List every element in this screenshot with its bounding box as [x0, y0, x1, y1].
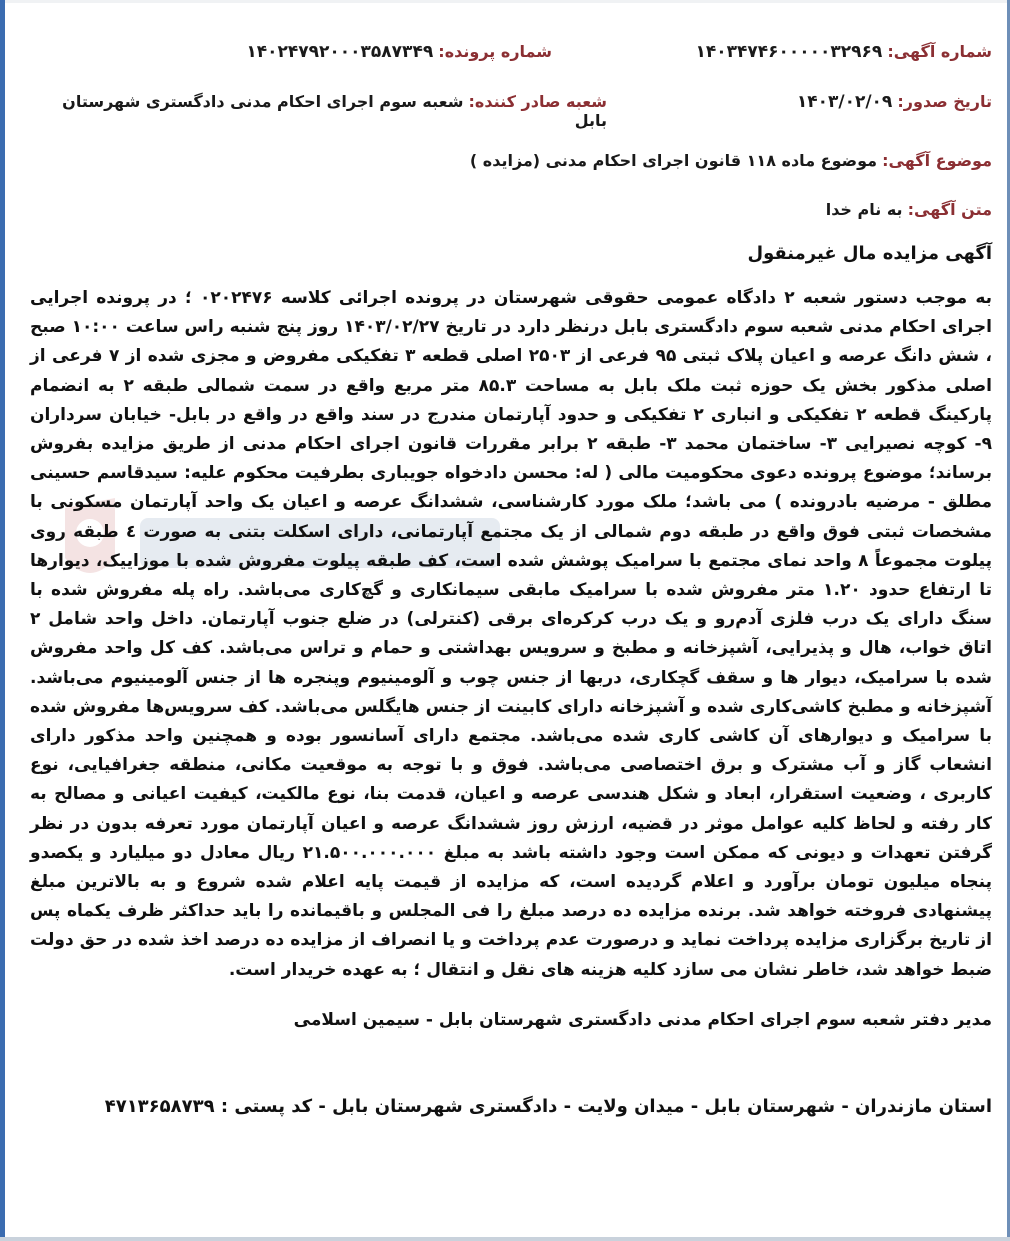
case-number-field: [246, 42, 552, 62]
subject-value: موضوع ماده ۱۱۸ قانون اجرای احکام مدنی (مزایده ): [469, 151, 878, 170]
notice-title: آگهی مزایده مال غیرمنقول: [747, 243, 992, 264]
issue-date-value: ۱۴۰۳/۰۲/۰۹: [796, 92, 893, 112]
issue-date-field: [797, 92, 992, 112]
address-line: استان مازندران - شهرستان بابل - میدان ولایت - دادگستری شهرستان بابل - کد پستی : ۴۷۱۳۶۵۸۷۳۹: [104, 1096, 992, 1117]
case-number-value: ۱۴۰۲۴۷۹۲۰۰۰۳۵۸۷۳۴۹: [246, 42, 434, 62]
ad-number-field: [695, 42, 992, 62]
subject-label: موضوع آگهی:: [882, 151, 992, 170]
case-number-label: شماره پرونده:: [438, 42, 552, 61]
notice-body: به موجب دستور شعبه ۲ دادگاه عمومی حقوقی شهرستان در پرونده اجرائی کلاسه ۰۲۰۲۴۷۶ ؛ در پرونده اجرایی اجرای احکام مدنی شعبه سوم دادگستری بابل درنظر دارد در تاریخ ۱۴۰۳/۰۲/۲۷ روز پنج شنبه راس ساعت ۱۰:۰۰ صبح ، شش دانگ عرصه و اعیان پلاک ثبتی ۹۵ فرعی از ۲۵۰۳ اصلی قطعه ۳ تفکیکی مفروض و مجزی شده از ۷ فرعی از اصلی مذکور بخش یک حوزه ثبت ملک بابل به مساحت ۸۵.۳ متر مربع واقع در سمت شمالی طبقه ۲ به انضمام پارکینگ قطعه ۲ تفکیکی و انباری ۲ تفکیکی و حدود آپارتمان مندرج در سند واقع در واقع در بابل- خیابان سرداران ۹- کوچه نصیرایی ۳- ساختمان محمد ۳- طبقه ۲ برابر مقررات قانون اجرای احکام مدنی از طریق مزایده بفروش برساند؛ موضوع پرونده دعوی محکومیت مالی ( له: محسن دادخواه جویباری بطرفیت محکوم علیه: سیدقاسم حسینی مطلق - مرضیه بادرونده ) می باشد؛ ملک مورد کارشناسی، ششدانگ عرصه و اعیان یک واحد آپارتمان مسکونی با مشخصات ثبتی فوق واقع در طبقه دوم شمالی از یک مجتمع آپارتمانی، دارای اسکلت بتنی به صورت ٤ طبقه روی پیلوت مجموعاً ۸ واحد نمای مجتمع با سرامیک پوشش شده است، کف طبقه پیلوت مفروش شده با موزاییک، دیوارها تا ارتفاع حدود ۱.۲۰ متر مفروش شده با سرامیک مابقی سیمانکاری و گچ‌کاری می‌باشد. راه پله مفروش شده با سنگ دارای یک درب فلزی آدم‌رو و یک درب کرکره‌ای برقی (کنترلی) در ضلع جنوب آپارتمان. داخل واحد شامل ۲ اتاق خواب، هال و پذیرایی، آشپزخانه و مطبخ و سرویس بهداشتی و حمام و تراس می‌باشد. کف کل واحد مفروش شده با سرامیک، دیوار ها و سقف گچکاری، دربها از جنس چوب و آلومینیوم وپنجره ها از جنس آلومینیوم می‌باشد. آشپزخانه و مطبخ کاشی‌کاری شده و آشپزخانه دارای کابینت از جنس هایگلس می‌باشد. کف سرویس‌ها مفروش شده با سرامیک و دیوارهای آن کاشی کاری شده می‌باشد. مجتمع دارای آسانسور بوده و همچنین واحد مذکور دارای انشعاب گاز و آب مشترک و برق اختصاصی می‌باشد. فوق و با توجه به موقعیت مکانی، منطقه جغرافیایی، نوع کاربری ، وضعیت استقرار، ابعاد و شکل هندسی عرصه و اعیان، قدمت بنا، نوع مالکیت، کیفیت اعیانی و مصالح به کار رفته و لحاظ کلیه عوامل موثر در قضیه، ارزش روز ششدانگ عرصه و اعیان آپارتمان مورد تعرفه بدون در نظر گرفتن تعهدات و دیونی که ممکن است وجود داشته باشد به مبلغ ۲۱.۵۰۰.۰۰۰.۰۰۰ ریال معادل دو میلیارد و یکصدو پنجاه میلیون تومان برآورد و اعلام گردیده است، که مزایده از قیمت پایه اعلام شده شروع و به بالاترین مبلغ پیشنهادی فروخته خواهد شد. برنده مزایده ده درصد مبلغ را فی المجلس و باقیمانده را باید حداکثر ظرف یکماه پس از تاریخ برگزاری مزایده پرداخت نماید و درصورت عدم پرداخت و یا انصراف از مزایده ده درصد اخذ شده در حق دولت ضبط خواهد شد، خاطر نشان می سازد کلیه هزینه های نقل و انتقال ؛ به عهده خریدار است.: [30, 288, 993, 980]
subject-row: [30, 151, 992, 170]
issue-date-label: تاریخ صدور:: [897, 92, 992, 111]
notice-document: [30, 0, 992, 1241]
text-intro: به نام خدا: [825, 200, 903, 219]
text-row: [30, 200, 992, 219]
ad-number-value: ۱۴۰۳۴۷۴۶۰۰۰۰۰۳۲۹۶۹: [695, 42, 883, 62]
issuer-label: شعبه صادر کننده:: [468, 92, 607, 111]
issuer-field: [30, 92, 607, 130]
window-left-border: [0, 0, 5, 1241]
issuer-value: شعبه سوم اجرای احکام مدنی دادگستری شهرستان بابل: [62, 92, 607, 130]
signature-line: مدیر دفتر شعبه سوم اجرای احکام مدنی دادگستری شهرستان بابل - سیمین اسلامی: [293, 1010, 992, 1030]
text-label: متن آگهی:: [907, 200, 992, 219]
ad-number-label: شماره آگهی:: [887, 42, 992, 61]
